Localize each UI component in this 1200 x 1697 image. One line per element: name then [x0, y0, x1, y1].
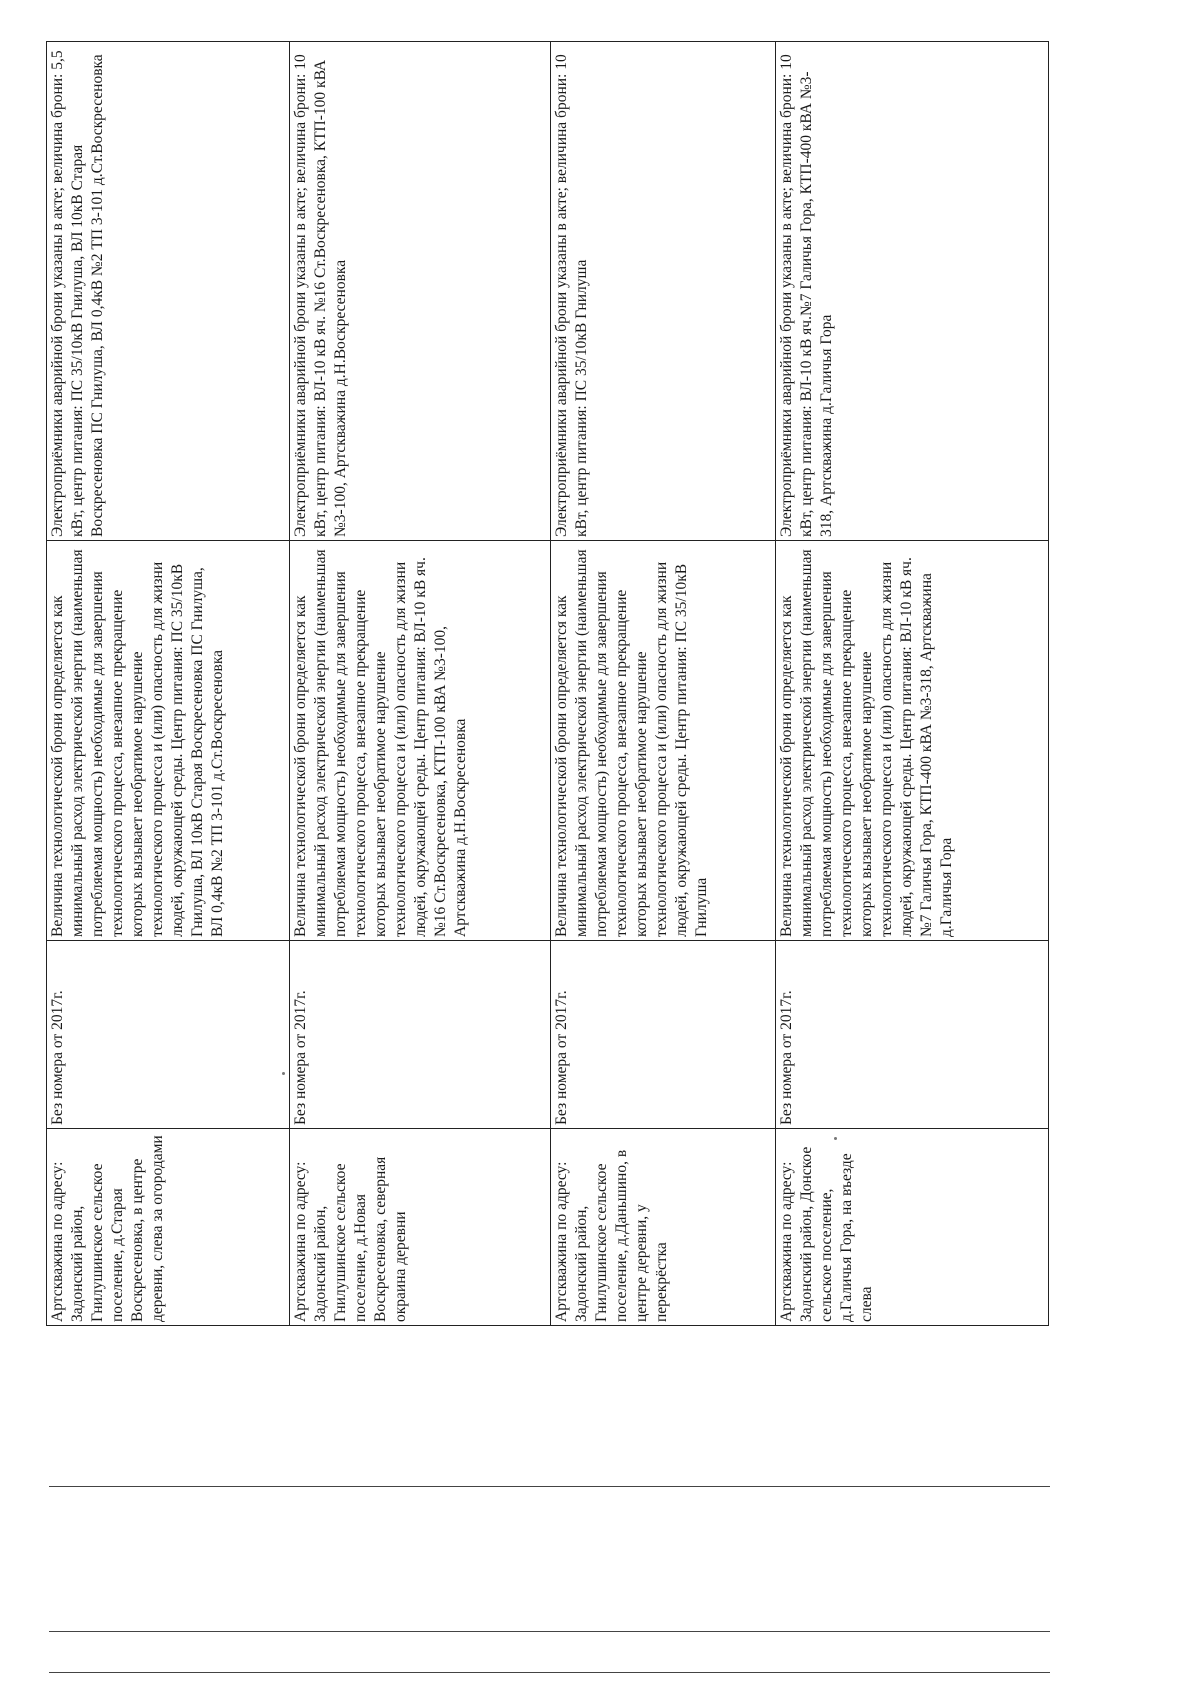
signature-line [49, 1672, 1050, 1673]
signature-line [49, 1486, 1050, 1487]
reserve-table [46, 41, 1049, 1326]
document-cell: Без номера от 2017г. [290, 941, 551, 1129]
scan-speck [834, 1137, 837, 1140]
technological-reserve-cell: Величина технологической брони определяется как минимальный расход электрической энергии (наименьшая потребляемая мощность) необходимые для завершения технологического процесса, внезапное прекращение которых вызывает необратимое нарушение технологического процесса и (или) опасность для жизни людей, окружающей среды. Центр питания: ПС 35/10кВ Гнилуша [551, 541, 776, 941]
table-row [551, 42, 776, 1326]
table-row [776, 42, 1049, 1326]
address-cell: Артскважина по адресу: Задонский район, Гнилушинское сельское поселение, д.Даньшино, в центре деревни, у перекрёстка [551, 1129, 776, 1326]
table-row [290, 42, 551, 1326]
document-cell: Без номера от 2017г. [47, 941, 290, 1129]
rotated-table-container [46, 42, 1038, 1326]
address-cell: Артскважина по адресу: Задонский район, Гнилушинское сельское поселение, д.Новая Воскресеновка, северная окраина деревни [290, 1129, 551, 1326]
technological-reserve-cell: Величина технологической брони определяется как минимальный расход электрической энергии (наименьшая потребляемая мощность) необходимые для завершения технологического процесса, внезапное прекращение которых вызывает необратимое нарушение технологического процесса и (или) опасность для жизни людей, окружающей среды. Центр питания: ПС 35/10кВ Гнилуша, ВЛ 10кВ Старая Воскресеновка ПС Гнилуша, ВЛ 0,4кВ №2 ТП 3-101 д.Ст.Воскресеновка [47, 541, 290, 941]
emergency-reserve-cell: Электроприёмники аварийной брони указаны в акте; величина брони: 10 кВт, центр питания: ВЛ-10 кВ яч. №16 Ст.Воскресеновка, КТП-100 кВА №3-100, Артскважина д.Н.Воскресеновка [290, 42, 551, 541]
scan-speck [282, 1072, 285, 1075]
technological-reserve-cell: Величина технологической брони определяется как минимальный расход электрической энергии (наименьшая потребляемая мощность) необходимые для завершения технологического процесса, внезапное прекращение которых вызывает необратимое нарушение технологического процесса и (или) опасность для жизни людей, окружающей среды. Центр питания: ВЛ-10 кВ яч. №16 Ст.Воскресеновка, КТП-100 кВА №3-100, Артскважина д.Н.Воскресеновка [290, 541, 551, 941]
emergency-reserve-cell: Электроприёмники аварийной брони указаны в акте; величина брони: 10 кВт, центр питания: ПС 35/10кВ Гнилуша [551, 42, 776, 541]
address-cell: Артскважина по адресу: Задонский район, Донское сельское поселение, д.Галичья Гора, на въезде слева [776, 1129, 1049, 1326]
technological-reserve-cell: Величина технологической брони определяется как минимальный расход электрической энергии (наименьшая потребляемая мощность) необходимые для завершения технологического процесса, внезапное прекращение которых вызывает необратимое нарушение технологического процесса и (или) опасность для жизни людей, окружающей среды. Центр питания: ВЛ-10 кВ яч.№7 Галичья Гора, КТП-400 кВА №3-318, Артскважина д.Галичья Гора [776, 541, 1049, 941]
table-row [47, 42, 290, 1326]
emergency-reserve-cell: Электроприёмники аварийной брони указаны в акте; величина брони: 10 кВт, центр питания: ВЛ-10 кВ яч.№7 Галичья Гора, КТП-400 кВА №3-318, Артскважина д.Галичья Гора [776, 42, 1049, 541]
document-cell: Без номера от 2017г. [776, 941, 1049, 1129]
signature-line [49, 1631, 1050, 1632]
address-cell: Артскважина по адресу: Задонский район, Гнилушинское сельское поселение, д.Старая Воскресеновка, в центре деревни, слева за огородами [47, 1129, 290, 1326]
document-cell: Без номера от 2017г. [551, 941, 776, 1129]
emergency-reserve-cell: Электроприёмники аварийной брони указаны в акте; величина брони: 5,5 кВт, центр питания: ПС 35/10кВ Гнилуша, ВЛ 10кВ Старая Воскресеновка ПС Гнилуша, ВЛ 0,4кВ №2 ТП 3-101 д.Ст.Воскресеновка [47, 42, 290, 541]
